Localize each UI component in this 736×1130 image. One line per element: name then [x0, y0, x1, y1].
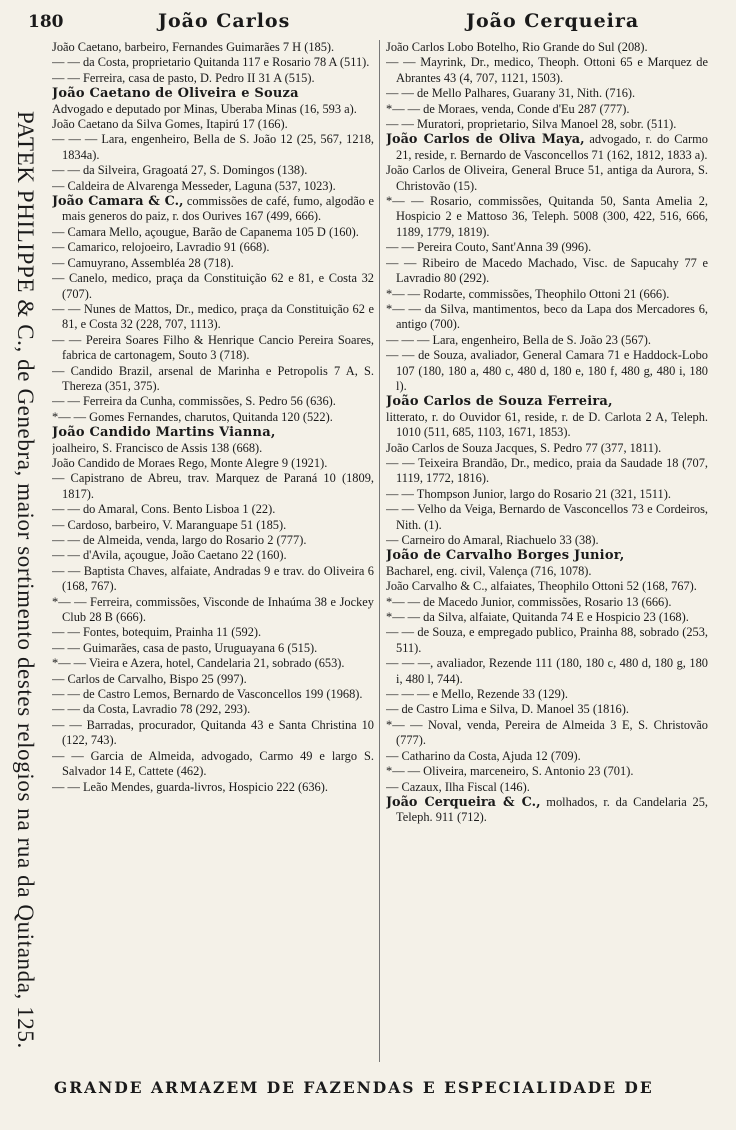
- directory-entry: — Carlos de Carvalho, Bispo 25 (997).: [52, 671, 247, 686]
- directory-entry: *— — Vieira e Azera, hotel, Candelaria 21, sobrado (653).: [52, 656, 345, 671]
- directory-entry: — — Muratori, proprietario, Silva Manoel 28, sobr. (511).: [386, 117, 677, 132]
- directory-entry: [386, 795, 708, 826]
- directory-entry: — Cardoso, barbeiro, V. Maranguape 51 (185).: [52, 517, 287, 532]
- directory-entry: — — Nunes de Mattos, Dr., medico, praça da Constituição 62 e 81, e Costa 32 (228, 707, 1113).: [52, 301, 374, 332]
- directory-entry: [386, 132, 708, 163]
- directory-entry: *— — Gomes Fernandes, charutos, Quitanda 120 (522).: [52, 409, 333, 424]
- side-advertisement: [3, 80, 47, 1080]
- directory-entry: — — da Silveira, Gragoatá 27, S. Domingos (138).: [52, 163, 308, 178]
- directory-entry: João Caetano, barbeiro, Fernandes Guimarães 7 H (185).: [52, 40, 335, 54]
- entry-details: molhados, r. da Candelaria 25, Teleph. 911 (712).: [396, 794, 708, 825]
- directory-entry: — — de Souza, e empregado publico, Prainha 88, sobrado (253, 511).: [386, 625, 708, 655]
- directory-entry: — Canelo, medico, praça da Constituição 62 e 81, e Costa 32 (707).: [52, 271, 374, 301]
- directory-entry: — — Barradas, procurador, Quitanda 43 e Santa Christina 10 (122, 743).: [52, 717, 374, 748]
- left-column: [52, 40, 374, 1062]
- directory-entry: — — de Almeida, venda, largo do Rosario 2 (777).: [52, 533, 307, 547]
- directory-entry: litterato, r. do Ouvidor 61, reside, r. de D. Carlota 2 A, Teleph. 1010 (511, 685, 1103, 1671, 1853).: [386, 409, 708, 440]
- directory-entry: — — Mayrink, Dr., medico, Theoph. Ottoni 65 e Marquez de Abrantes 43 (4, 707, 1121, 1503).: [386, 55, 708, 85]
- directory-entry: — — da Costa, proprietario Quitanda 117 e Rosario 78 A (511).: [52, 55, 370, 70]
- side-ad-text: PATEK PHILIPPE & C., de Genebra, maior sortimento destes relogios na rua da Quitanda, 125.: [13, 111, 38, 1049]
- directory-entry: *— — Oliveira, marceneiro, S. Antonio 23 (701).: [386, 764, 634, 779]
- directory-entry: — Caldeira de Alvarenga Messeder, Laguna (537, 1023).: [52, 178, 336, 193]
- directory-entry: — — de Souza, avaliador, General Camara 71 e Haddock-Lobo 107 (180, 180 a, 480 c, 480 d, 180 e, 180 f, 480 g, 480 i, 180 l).: [386, 348, 708, 393]
- entry-details: commissões de café, fumo, algodão e mais generos do paiz, r. dos Ourives 167 (499, 666).: [62, 194, 374, 224]
- page-number: 180: [28, 12, 64, 32]
- directory-entry: — — Ferreira da Cunha, commissões, S. Pedro 56 (636).: [52, 394, 336, 409]
- directory-entry: — — Garcia de Almeida, advogado, Carmo 49 e largo S. Salvador 14 E, Cattete (462).: [52, 748, 374, 779]
- directory-entry: João Carvalho & C., alfaiates, Theophilo Ottoni 52 (168, 767).: [386, 579, 697, 594]
- header-right-title: João Cerqueira: [466, 10, 640, 32]
- directory-entry: João Caetano de Oliveira e Souza: [52, 86, 299, 102]
- directory-entry: *— — Ferreira, commissões, Visconde de Inhaúma 38 e Jockey Club 28 B (666).: [52, 594, 374, 625]
- directory-entry: — Camuyrano, Assembléa 28 (718).: [52, 255, 234, 270]
- directory-entry: João Carlos Lobo Botelho, Rio Grande do Sul (208).: [386, 40, 648, 54]
- directory-entry: — — de Mello Palhares, Guarany 31, Nith. (716).: [386, 86, 636, 101]
- directory-entry: *— — Noval, venda, Pereira de Almeida 3 E, S. Christovão (777).: [386, 717, 708, 748]
- directory-entry: — — Teixeira Brandão, Dr., medico, praia da Saudade 18 (707, 1119, 1772, 1816).: [386, 455, 708, 486]
- directory-entry: — — Leão Mendes, guarda-livros, Hospicio 222 (636).: [52, 779, 328, 794]
- directory-entry: *— — de Macedo Junior, commissões, Rosario 13 (666).: [386, 594, 672, 609]
- directory-entry: — — de Castro Lemos, Bernardo de Vasconcellos 199 (1968).: [52, 687, 363, 702]
- directory-entry: João Carlos de Oliveira, General Bruce 51, antiga da Aurora, S. Christovão (15).: [386, 163, 708, 193]
- entry-details: advogado, r. do Carmo 21, reside, r. Bernardo de Vasconcellos 71 (162, 1812, 1833 a).: [396, 132, 708, 162]
- entry-name: João Carlos de Oliva Maya,: [386, 132, 585, 148]
- directory-entry: — — Pereira Couto, Sant'Anna 39 (996).: [386, 240, 592, 255]
- directory-entry: — — Ribeiro de Macedo Machado, Visc. de Sapucahy 77 e Lavradio 80 (292).: [386, 255, 708, 286]
- page-header: [0, 4, 736, 38]
- directory-entry: — Candido Brazil, arsenal de Marinha e Petropolis 7 A, S. Thereza (351, 375).: [52, 363, 374, 393]
- directory-entry: — Capistrano de Abreu, trav. Marquez de Paraná 10 (1809, 1817).: [52, 471, 374, 501]
- directory-entry: João Caetano da Silva Gomes, Itapirú 17 (166).: [52, 117, 288, 132]
- directory-entry: — de Castro Lima e Silva, D. Manoel 35 (1816).: [386, 702, 629, 717]
- directory-entry: João Carlos de Souza Jacques, S. Pedro 77 (377, 1811).: [386, 440, 662, 455]
- directory-entry: — — Pereira Soares Filho & Henrique Cancio Pereira Soares, fabrica de cartonagem, Souto 3 (718).: [52, 332, 374, 363]
- directory-entry: — — Guimarães, casa de pasto, Uruguayana 6 (515).: [52, 640, 318, 655]
- directory-entry: João de Carvalho Borges Junior,: [386, 548, 625, 564]
- directory-entry: — — Thompson Junior, largo do Rosario 21 (321, 1511).: [386, 486, 671, 501]
- directory-entry: — — do Amaral, Cons. Bento Lisboa 1 (22).: [52, 502, 276, 517]
- directory-entry: João Candido de Moraes Rego, Monte Alegre 9 (1921).: [52, 455, 328, 470]
- directory-entry: — — — e Mello, Rezende 33 (129).: [386, 687, 569, 702]
- directory-entry: — Carneiro do Amaral, Riachuelo 33 (38).: [386, 533, 599, 547]
- directory-entry: — — — Lara, engenheiro, Bella de S. João 12 (25, 567, 1218, 1834a).: [52, 132, 374, 162]
- directory-entry: *— — Rodarte, commissões, Theophilo Ottoni 21 (666).: [386, 286, 670, 301]
- directory-entry: *— — Rosario, commissões, Quitanda 50, Santa Amelia 2, Hospicio 2 e Mattoso 36, Teleph. 5008 (300, 422, 516, 666, 1189, 1779, 1819).: [386, 194, 708, 239]
- directory-entry: — — Ferreira, casa de pasto, D. Pedro II 31 A (515).: [52, 70, 315, 85]
- directory-entry: *— — da Silva, alfaiate, Quitanda 74 E e Hospicio 23 (168).: [386, 610, 689, 625]
- footer-banner: GRANDE ARMAZEM DE FAZENDAS E ESPECIALIDADE DE: [54, 1078, 654, 1097]
- directory-entry: — — da Costa, Lavradio 78 (292, 293).: [52, 702, 251, 717]
- directory-entry: — Cazaux, Ilha Fiscal (146).: [386, 779, 530, 794]
- entry-name: João Camara & C.,: [52, 194, 184, 210]
- directory-entry: — — Fontes, botequim, Prainha 11 (592).: [52, 625, 262, 640]
- directory-entry: — Camarico, relojoeiro, Lavradio 91 (668).: [52, 240, 270, 255]
- column-divider: [379, 40, 380, 1062]
- directory-entry: *— — da Silva, mantimentos, beco da Lapa dos Mercadores 6, antigo (700).: [386, 301, 708, 332]
- directory-entry: — — — Lara, engenheiro, Bella de S. João 23 (567).: [386, 332, 651, 347]
- directory-entry: João Candido Martins Vianna,: [52, 425, 276, 441]
- directory-entry: — Catharino da Costa, Ajuda 12 (709).: [386, 748, 581, 763]
- directory-entry: — — Velho da Veiga, Bernardo de Vasconcellos 73 e Cordeiros, Nith. (1).: [386, 502, 708, 532]
- right-column: [386, 40, 708, 1062]
- directory-entry: João Carlos de Souza Ferreira,: [386, 394, 613, 410]
- directory-entry: *— — de Moraes, venda, Conde d'Eu 287 (777).: [386, 101, 630, 116]
- directory-entry: [52, 194, 374, 225]
- directory-entry: joalheiro, S. Francisco de Assis 138 (668).: [52, 440, 263, 455]
- entry-name: João Cerqueira & C.,: [386, 794, 541, 810]
- directory-entry: — — d'Avila, açougue, João Caetano 22 (160).: [52, 548, 287, 563]
- header-left-title: João Carlos: [158, 10, 291, 32]
- directory-entry: — — Baptista Chaves, alfaiate, Andradas 9 e trav. do Oliveira 6 (168, 767).: [52, 563, 374, 594]
- directory-entry: — — —, avaliador, Rezende 111 (180, 180 c, 480 d, 180 g, 180 i, 480 l, 744).: [386, 656, 708, 686]
- directory-entry: Bacharel, eng. civil, Valença (716, 1078).: [386, 563, 592, 578]
- directory-entry: Advogado e deputado por Minas, Uberaba Minas (16, 593 a).: [52, 101, 357, 116]
- directory-entry: — Camara Mello, açougue, Barão de Capanema 105 D (160).: [52, 224, 359, 239]
